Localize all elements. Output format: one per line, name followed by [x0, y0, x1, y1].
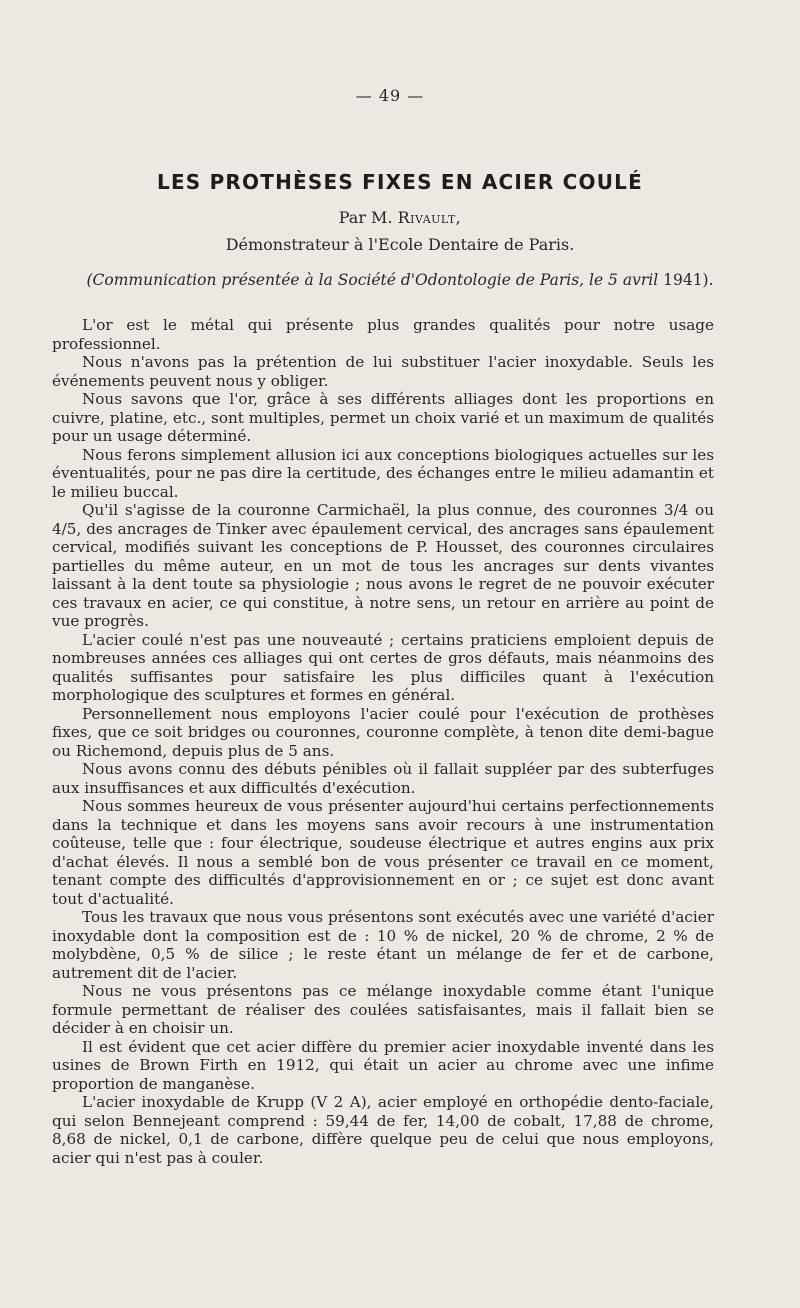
page-number: — 49 —: [355, 86, 425, 105]
paragraph: Personnellement nous employons l'acier coulé pour l'exécution de prothèses fixes, que ce soit bridges ou couronnes, couronne complète, à tenon dite demi-bague ou Richemond, depuis plus de 5 ans.: [52, 704, 714, 760]
paragraph: Nous sommes heureux de vous présenter aujourd'hui certains perfectionnements dans la technique et dans les moyens sans avoir recours à une instrumentation coûteuse, telle que : four électrique, soudeuse électrique et autres engins aux prix d'achat élevés. Il nous a semblé bon de vous présenter ce travail en ce moment, tenant compte des difficultés d'approvisionnement en or ; ce sujet est donc avant tout d'actualité.: [52, 797, 714, 908]
communication-note: [60, 271, 740, 289]
paragraph: Nous savons que l'or, grâce à ses différents alliages dont les proportions en cuivre, platine, etc., sont multiples, permet un choix varié et un maximum de qualités pour un usage déterminé.: [52, 390, 714, 445]
paragraph: Il est évident que cet acier diffère du premier acier inoxydable inventé dans les usines de Brown Firth en 1912, qui était un acier au chrome avec une infime proportion de manganèse.: [52, 1037, 714, 1093]
paragraph: L'or est le métal qui présente plus grandes qualités pour notre usage professionnel.: [52, 316, 714, 353]
article-body: [52, 316, 714, 1167]
paragraph: Nous avons connu des débuts pénibles où il fallait suppléer par des subterfuges aux insuffisances et aux difficultés d'exécution.: [52, 760, 714, 797]
author-name: Rivault,: [397, 208, 462, 227]
paragraph: Qu'il s'agisse de la couronne Carmichaël, la plus connue, des couronnes 3/4 ou 4/5, des ancrages de Tinker avec épaulement cervical, des ancrages sans épaulement cervical, modifiés suivant les conceptions de P. Housset, des couronnes circulaires partielles du même auteur, en un mot de tous les ancrages sur dents vivantes laissant à la dent toute sa physiologie ; nous avons le regret de ne pouvoir exécuter ces travaux en acier, ce qui constitue, à notre sens, un retour en arrière au point de vue progrès.: [52, 501, 714, 630]
author-role: Démonstrateur à l'Ecole Dentaire de Paris.: [225, 235, 575, 254]
paragraph: Nous n'avons pas la prétention de lui substituer l'acier inoxydable. Seuls les événements peuvent nous y obliger.: [52, 353, 714, 390]
paragraph: L'acier inoxydable de Krupp (V 2 A), acier employé en orthopédie dento-faciale, qui selon Bennejeant comprend : 59,44 de fer, 14,00 de cobalt, 17,88 de chrome, 8,68 de nickel, 0,1 de carbone, diffère quelque peu de celui que nous employons, acier qui n'est pas à couler.: [52, 1093, 714, 1167]
article-title: LES PROTHÈSES FIXES EN ACIER COULÉ: [157, 170, 643, 194]
byline: [0, 208, 800, 227]
paragraph: L'acier coulé n'est pas une nouveauté ; certains praticiens emploient depuis de nombreuses années ces alliages qui ont certes de gros défauts, mais néanmoins des qualités suffisantes pour satisfaire les plus difficiles quant à l'exécution morphologique des sculptures et formes en général.: [52, 630, 714, 704]
byline-prefix: Par M.: [338, 208, 393, 227]
paragraph: Nous ne vous présentons pas ce mélange inoxydable comme étant l'unique formule permettant de réaliser des coulées satisfaisantes, mais il fallait bien se décider à en choisir un.: [52, 982, 714, 1037]
communication-text: (Communication présentée à la Société d'Odontologie de Paris, le 5 avril: [86, 271, 664, 289]
paragraph: Nous ferons simplement allusion ici aux conceptions biologiques actuelles sur les éventualités, pour ne pas dire la certitude, des échanges entre le milieu adamantin et le milieu buccal.: [52, 445, 714, 501]
communication-year: 1941).: [663, 271, 714, 289]
paragraph: Tous les travaux que nous vous présentons sont exécutés avec une variété d'acier inoxydable dont la composition est de : 10 % de nickel, 20 % de chrome, 2 % de molybdène, 0,5 % de silice ; le reste étant un mélange de fer et de carbone, autrement dit de l'acier.: [52, 908, 714, 982]
